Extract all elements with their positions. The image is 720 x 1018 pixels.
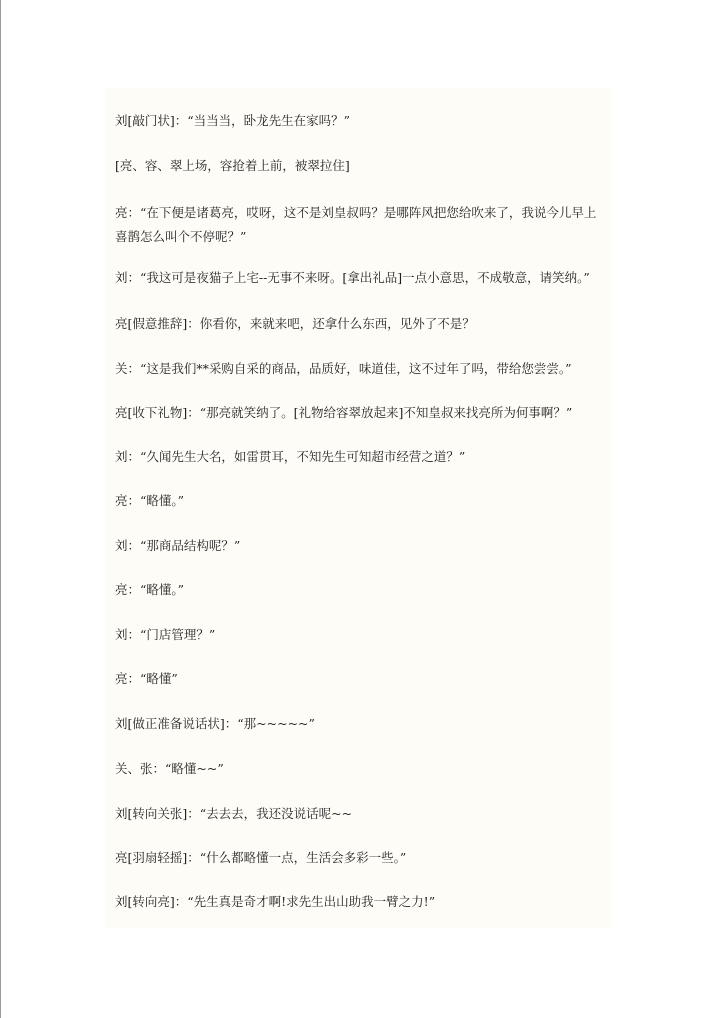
dialogue-line: 亮[收下礼物]：“那亮就笑纳了。[礼物给容翠放起来]不知皇叔来找亮所为何事啊？” <box>115 405 573 420</box>
dialogue-line: 亮[假意推辞]：你看你，来就来吧，还拿什么东西，见外了不是？ <box>115 316 475 331</box>
page-edge <box>0 0 1 1018</box>
dialogue-line: 亮：“在下便是诸葛亮，哎呀，这不是刘皇叔吗？是哪阵风把您给吹来了，我说今儿早上喜鹊怎么叫个不停呢？” <box>115 205 597 244</box>
dialogue-line: 亮：“略懂” <box>115 671 178 686</box>
dialogue-line: 刘[转向亮]：“先生真是奇才啊!求先生出山助我一臂之力!” <box>115 894 436 909</box>
dialogue-line: 刘[做正准备说话状]：“那~~~~~” <box>115 716 315 731</box>
dialogue-line: 亮[羽扇轻摇]：“什么都略懂一点，生活会多彩一些。” <box>115 850 407 865</box>
dialogue-line: 刘：“门店管理？” <box>115 627 216 642</box>
dialogue-line: 关：“这是我们**采购自采的商品，品质好，味道佳，这不过年了吗，带给您尝尝。” <box>115 361 572 376</box>
stage-direction: [亮、容、翠上场，容抢着上前，被翠拉住] <box>115 158 350 173</box>
dialogue-line: 刘：“久闻先生大名，如雷贯耳，不知先生可知超市经营之道？” <box>115 449 466 464</box>
dialogue-line: 关、张：“略懂~~” <box>115 761 224 776</box>
dialogue-line: 刘[转向关张]：“去去去，我还没说话呢~~ <box>115 806 353 821</box>
dialogue-line: 刘[敲门状]：“当当当，卧龙先生在家吗？” <box>115 113 351 128</box>
dialogue-line: 刘：“我这可是夜猫子上宅--无事不来呀。[拿出礼品]一点小意思，不成敬意，请笑纳。” <box>115 270 590 285</box>
dialogue-line: 亮：“略懂。” <box>115 493 185 508</box>
dialogue-line: 刘：“那商品结构呢？” <box>115 538 241 553</box>
dialogue-line: 亮：“略懂。” <box>115 582 185 597</box>
script-content <box>105 88 612 928</box>
